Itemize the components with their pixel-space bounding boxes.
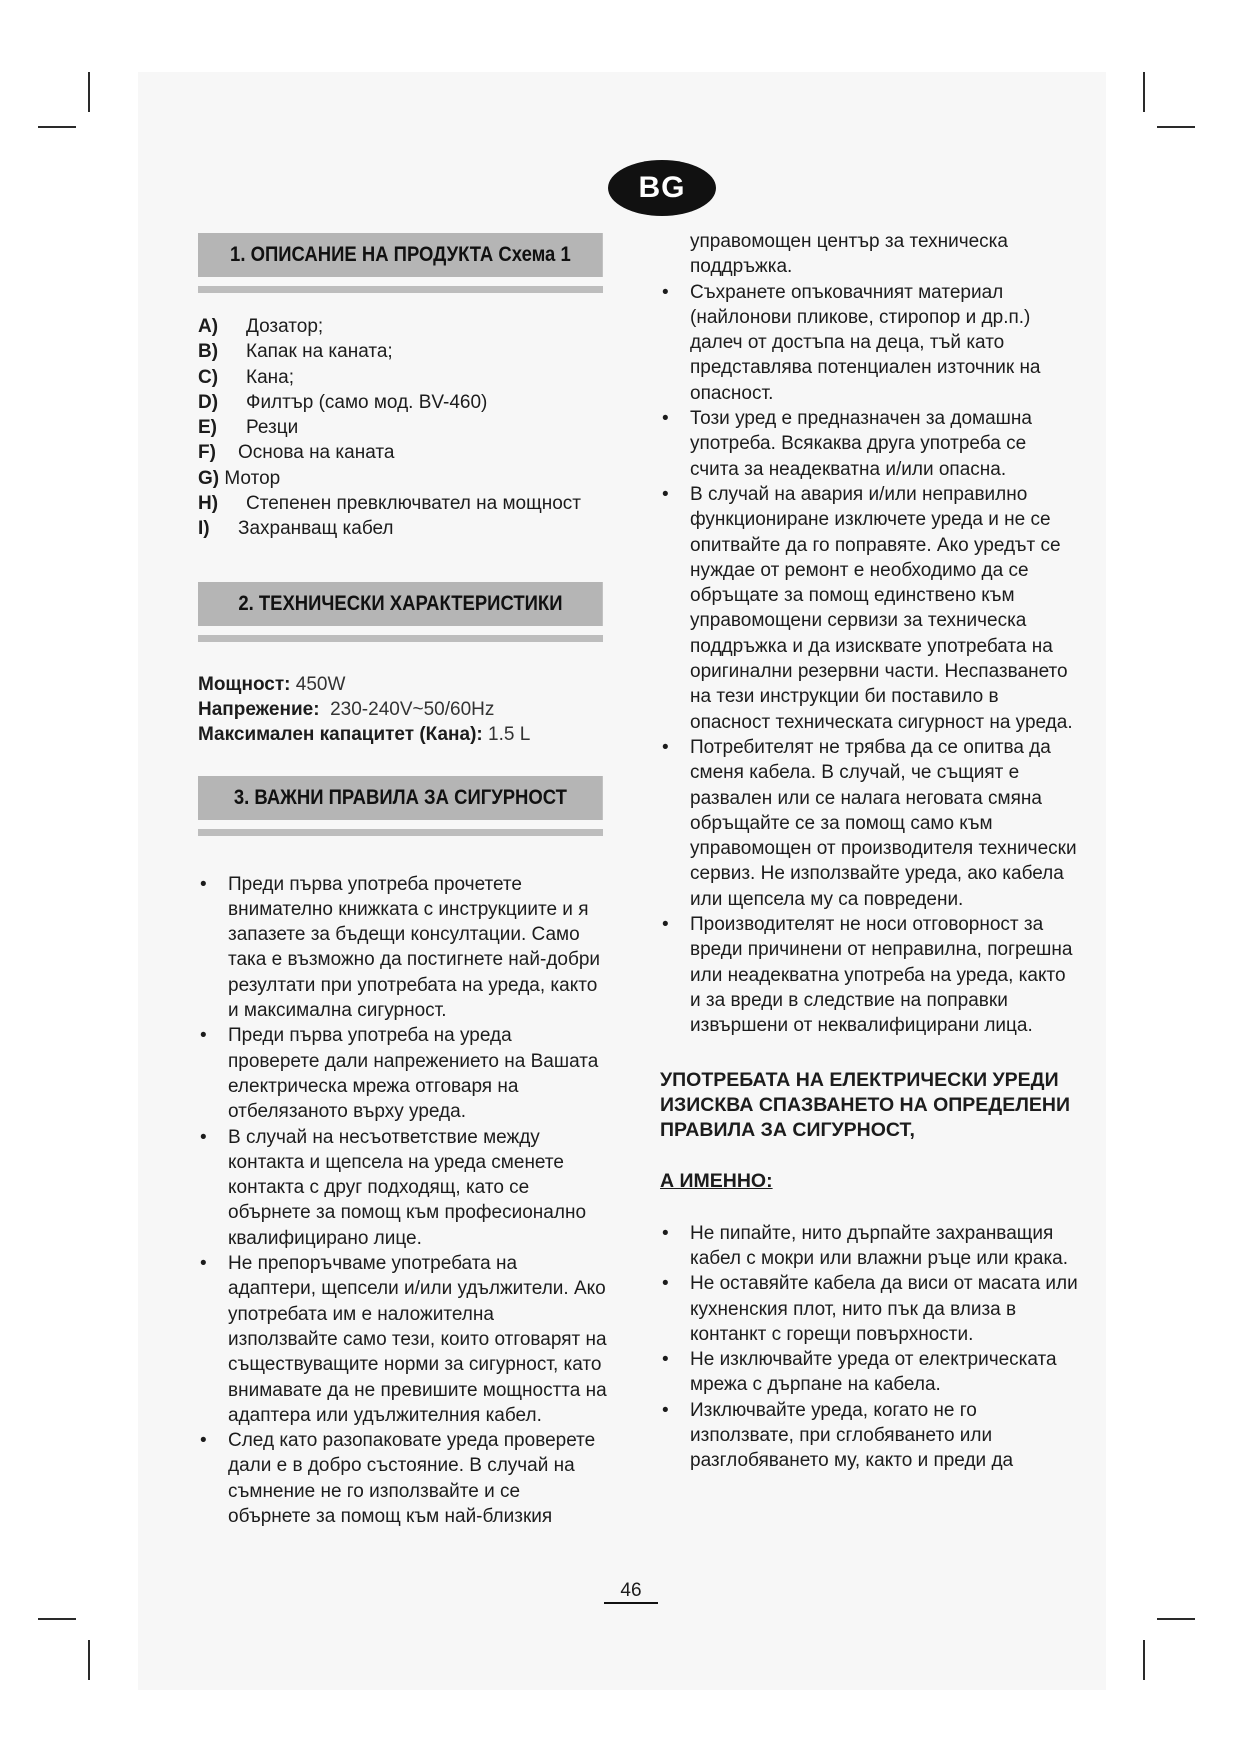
crop-mark bbox=[1157, 1618, 1195, 1620]
warning-heading: УПОТРЕБАТА НА ЕЛЕКТРИЧЕСКИ УРЕДИ ИЗИСКВА СПАЗВАНЕТО НА ОПРЕДЕЛЕНИ ПРАВИЛА ЗА СИГУРНОСТ, bbox=[660, 1068, 1070, 1142]
component-item: B) Капак на каната; bbox=[198, 341, 393, 363]
namely-heading: А ИМЕННО: bbox=[660, 1170, 773, 1193]
component-item: C) Кана; bbox=[198, 366, 294, 388]
component-item: A) Дозатор; bbox=[198, 316, 324, 337]
section-rule bbox=[198, 829, 603, 836]
namely-bullet-list bbox=[660, 1221, 1080, 1474]
list-item: • Този уред е предназначен за домашна употреба. Всякаква друга употреба се счита за неадекватна и/или опасна. bbox=[660, 406, 1080, 482]
list-item: • Не препоръчваме употребата на адаптери, щепсели и/или удължители. Ако употребата им е наложителна използвайте само тези, които отговарят на съществуващите норми за сигурност, като внимавате да не превишите мощността на адаптера или удължителния кабел. bbox=[198, 1251, 608, 1428]
component-item: G) Мотор bbox=[198, 467, 281, 489]
list-item: • Съхранете опъковачният материал (найлонови пликове, стиропор и др.п.) далеч от достъпа на деца, тъй като представлява потенциален източник на опасност. bbox=[660, 280, 1080, 406]
section-title-product-description: 1. ОПИСАНИЕ НА ПРОДУКТА Схема 1 bbox=[198, 233, 603, 277]
spec-voltage: Напрежение: 230-240V~50/60Hz bbox=[198, 698, 495, 720]
safety-bullet-list-left bbox=[198, 872, 608, 1530]
crop-mark bbox=[88, 1640, 90, 1680]
crop-mark bbox=[1143, 72, 1145, 112]
section-title-technical-specs: 2. ТЕХНИЧЕСКИ ХАРАКТЕРИСТИКИ bbox=[198, 582, 603, 626]
right-column bbox=[660, 229, 1080, 1474]
list-item: • В случай на несъответствие между контакта и щепсела на уреда сменете контакта с друг подходящ, като се обърнете за помощ към професионално квалифицирано лице. bbox=[198, 1125, 608, 1251]
left-column bbox=[198, 233, 608, 1529]
list-item-continuation: управомощен център за техническа поддръжка. bbox=[690, 231, 1008, 278]
crop-mark bbox=[88, 72, 90, 112]
component-item: D) Филтър (само мод. BV-460) bbox=[198, 391, 488, 413]
crop-mark bbox=[38, 126, 76, 128]
crop-mark bbox=[38, 1618, 76, 1620]
list-item: • Преди първа употреба прочетете внимателно книжката с инструкциите и я запазете за бъдещи консултации. Само така е възможно да постигнете най-добри резултати при употребата на уреда, както и максимална сигурност. bbox=[198, 872, 608, 1024]
safety-bullet-list-right bbox=[660, 229, 1080, 1039]
section-rule bbox=[198, 286, 603, 293]
list-item: • Преди първа употреба на уреда проверете дали напрежението на Вашата електрическа мрежа отговаря на отбелязаното върху уреда. bbox=[198, 1023, 608, 1124]
crop-mark bbox=[1157, 126, 1195, 128]
list-item: • Не изключвайте уреда от електрическата мрежа с дърпане на кабела. bbox=[660, 1347, 1080, 1398]
list-item: • Изключвайте уреда, когато не го използвате, при сглобяването или разглобяването му, както и преди да bbox=[660, 1398, 1080, 1474]
list-item: • В случай на авария и/или неправилно функциониране изключете уреда и не се опитвайте да го поправяте. Ако уредът се нуждае от ремонт е необходимо да се обръщате за помощ единствено към управомощени сервизи за техническа поддръжка и да изисквате употребата на оригинални резервни части. Неспазването на тези инструкции би поставило в опасност техническата сигурност на уреда. bbox=[660, 482, 1080, 735]
list-item: • Потребителят не трябва да се опитва да сменя кабела. В случай, че същият е развален или се налага неговата смяна обръщайте се за помощ само към управомощен от производителя технически сервиз. Не използвайте уреда, ако кабела или щепсела му са повредени. bbox=[660, 735, 1080, 912]
list-item: • След като разопаковате уреда проверете дали е в добро състояние. В случай на съмнение не го използвайте и се обърнете за помощ към най-близкия bbox=[198, 1428, 608, 1529]
page-number: 46 bbox=[604, 1580, 658, 1604]
list-item: • Производителят не носи отговорност за вреди причинени от неправилна, погрешна или неадекватна употреба на уреда, както и за вреди в следствие на поправки извършени от неквалифицирани лица. bbox=[660, 912, 1080, 1038]
spec-power: Мощност: 450W bbox=[198, 673, 346, 695]
list-item: • Не пипайте, нито дърпайте захранващия кабел с мокри или влажни ръце или крака. bbox=[660, 1221, 1080, 1272]
component-item: E) Резци bbox=[198, 417, 299, 439]
component-item: H) Степенен превключвател на мощност bbox=[198, 493, 582, 515]
language-badge: BG bbox=[608, 160, 716, 216]
component-item: I) Захранващ кабел bbox=[198, 518, 394, 540]
section-title-safety-rules: 3. ВАЖНИ ПРАВИЛА ЗА СИГУРНОСТ bbox=[198, 776, 603, 820]
component-list bbox=[198, 314, 608, 542]
list-item: • Не оставяйте кабела да виси от масата или кухненския плот, нито пък да влиза в контанкт с горещи повърхности. bbox=[660, 1271, 1080, 1347]
section-rule bbox=[198, 635, 603, 642]
component-item: F) Основа на каната bbox=[198, 442, 395, 464]
crop-mark bbox=[1143, 1640, 1145, 1680]
spec-capacity: Максимален капацитет (Кана): 1.5 L bbox=[198, 724, 531, 746]
